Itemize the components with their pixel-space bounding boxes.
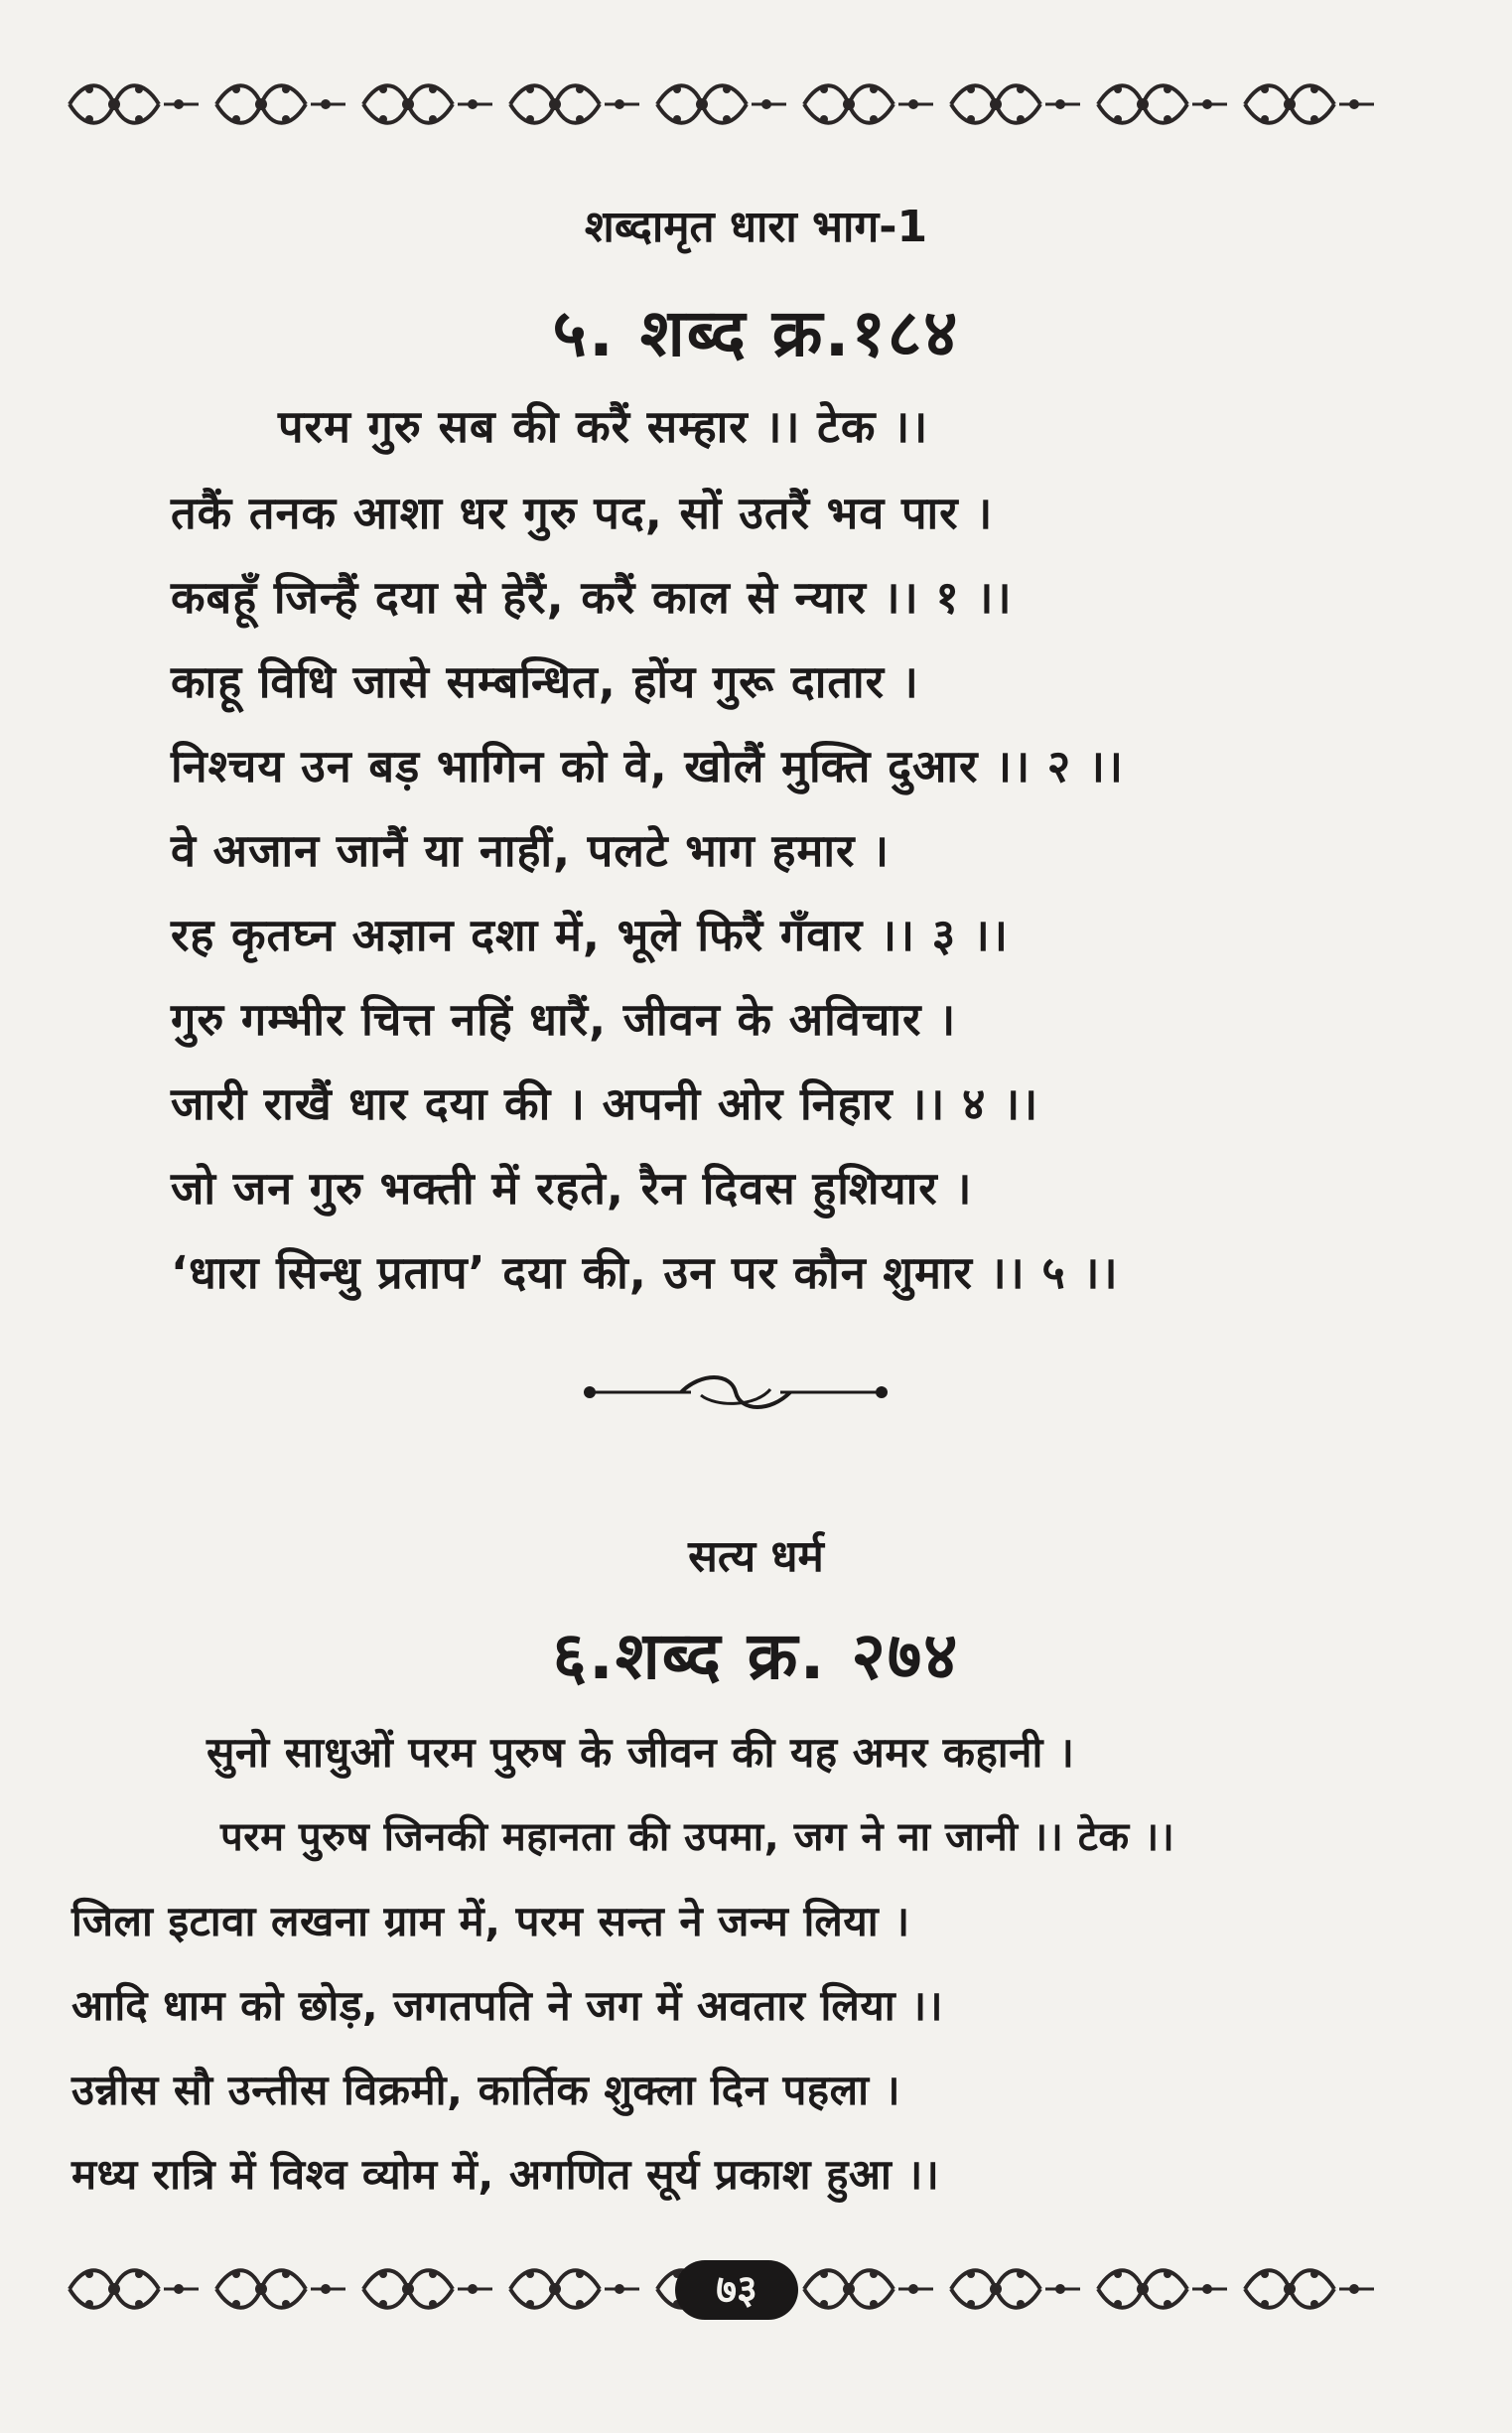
poem-line: उन्नीस सौ उन्तीस विक्रमी, कार्तिक शुक्ला दिन पहला । — [71, 2066, 901, 2114]
poem-line: तकैं तनक आशा धर गुरु पद, सों उतरैं भव पार । — [171, 487, 994, 539]
poem-line: जो जन गुरु भक्ती में रहते, रैन दिवस हुशियार । — [171, 1162, 973, 1215]
poem-line: जारी राखैं धार दया की । अपनी ओर निहार ।। ४ ।। — [171, 1077, 1039, 1130]
poem-line: परम पुरुष जिनकी महानता की उपमा, जग ने ना जानी ।। टेक ।। — [220, 1814, 1175, 1860]
poem-line: गुरु गम्भीर चित्त नहिं धारैं, जीवन के अविचार । — [171, 993, 957, 1046]
section-divider-flourish — [582, 1367, 890, 1417]
poem-line: कबहूँ जिन्हैं दया से हेरैं, करैं काल से न्यार ।। १ ।। — [171, 571, 1013, 624]
poem-line: निश्चय उन बड़ भागिन को वे, खोलैं मुक्ति दुआर ।। २ ।। — [171, 740, 1124, 792]
book-title: शब्दामृत धारा भाग-1 — [584, 202, 928, 252]
poem-line: ‘धारा सिन्धु प्रताप’ दया की, उन पर कौन शुमार ।। ५ ।। — [171, 1246, 1119, 1299]
poem-line: परम गुरु सब की करैं सम्हार ।। टेक ।। — [278, 400, 929, 453]
poem-line: सुनो साधुओं परम पुरुष के जीवन की यह अमर कहानी । — [206, 1728, 1075, 1777]
page-number: ७३ — [675, 2260, 798, 2320]
poem-line: आदि धाम को छोड़, जगतपति ने जग में अवतार लिया ।। — [71, 1981, 944, 2030]
top-ornamental-border — [60, 60, 1390, 149]
poem-line: काहू विधि जासे सम्बन्धित, होंय गुरू दातार । — [171, 655, 919, 708]
shabd-heading-184: ५. शब्द क्र.१८४ — [552, 295, 960, 371]
poem-line: वे अजान जानैं या नाहीं, पलटे भाग हमार । — [171, 824, 891, 877]
poem-line: मध्य रात्रि में विश्व व्योम में, अगणित सूर्य प्रकाश हुआ ।। — [71, 2150, 940, 2199]
shabd-heading-274: ६.शब्द क्र. २७४ — [552, 1618, 960, 1694]
poem-line: रह कृतघ्न अज्ञान दशा में, भूले फिरैं गँवार ।। ३ ।। — [171, 909, 1009, 961]
poem-line: जिला इटावा लखना ग्राम में, परम सन्त ने जन्म लिया । — [71, 1897, 910, 1945]
section-title-satya-dharm: सत्य धर्म — [688, 1531, 824, 1582]
